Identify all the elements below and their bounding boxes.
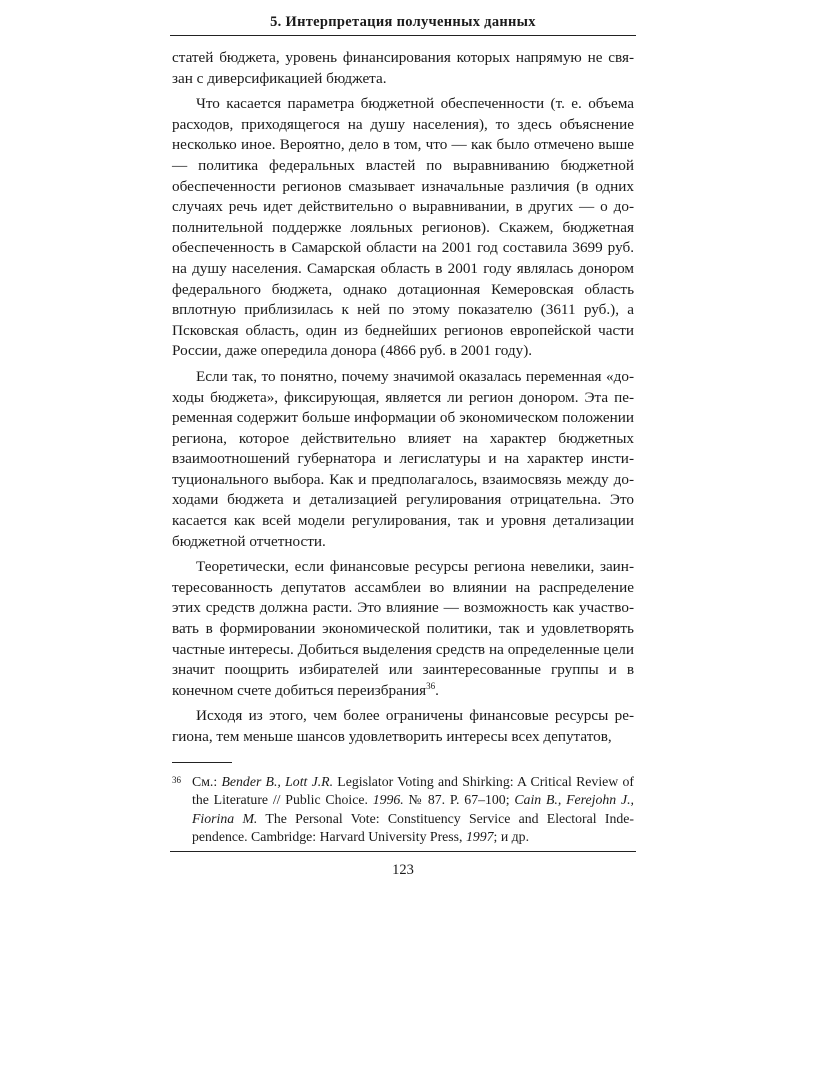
footnote-divider <box>172 762 232 763</box>
footnote-number: 36 <box>172 774 181 785</box>
paragraph-theory-text: Теоретически, если финансовые ресурсы региона невелики, заинтересованность депутатов ассамблеи во влиянии на распределение этих средств должна расти. Это влияние — возможность как участвовать в формировании экономической политики, так и удовлетворять частные интересы. Добиться выделения средств на определенные цели значит поощрить избирателей или заинтересованные группы и в конечном счете добиться переизбрания <box>172 558 634 699</box>
footnote-author-1: Bender B., Lott J.R. <box>221 773 334 789</box>
paragraph-theory: Теоретически, если финансовые ресурсы региона невелики, заинтересованность депутатов ассамблеи во влиянии на распределение этих средств должна расти. Это влияние — возможность как участвовать в формировании экономической политики, так и удовлетворять частные интересы. Добиться выделения средств на определенные цели значит поощрить избирателей или заинтересованные группы и в конечном счете добиться переизбрания$^{36}$. <box>172 558 634 699</box>
footnote-author-2: Cain B., Ferejohn J., Fiorina M. <box>192 792 634 826</box>
footnote-title-1: Legislator Voting and Shirking: A Critical Review of the Literature // Public Choice. <box>192 773 634 808</box>
bottom-divider <box>170 851 636 852</box>
page-number: 123 <box>392 861 414 878</box>
running-title: 5. Интерпретация полученных данных <box>170 14 636 36</box>
footnote-year-1: 1996. <box>372 792 404 808</box>
footnote-prefix: См.: <box>192 773 222 789</box>
paragraph-continued: статей бюджета, уровень финансирования которых напрямую не связан с диверсификацией бюджета. <box>172 49 634 87</box>
footnote-suffix: ; и др. <box>493 829 530 845</box>
footnote <box>172 773 634 847</box>
body-text <box>172 48 634 748</box>
book-page <box>172 14 634 879</box>
footnote-title-2: The Personal Vote: Constituency Service and Electoral Independence. Cambridge: Harvard University Press, <box>192 810 634 845</box>
paragraph-budget-revenues: Если так, то понятно, почему значимой оказалась переменная «доходы бюджета», фиксирующая, является ли регион донором. Эта переменная содержит больше информации об экономическом положении региона, которое действительно влияет на характер бюджетных взаимоотношений губернатора и легислатуры и на характер институционального выбора. Как и предполагалось, взаимосвязь между доходами бюджета и детализацией регулирования отрицательна. Это касается как всей модели регулирования, так и уровня детализации бюджетной отчетности. <box>172 367 634 550</box>
paragraph-budget-provision: Что касается параметра бюджетной обеспеченности (т. е. объема расходов, приходящегося на душу населения), то здесь объяснение несколько иное. Вероятно, дело в том, что — как было отмечено выше — политика федеральных властей по выравниванию бюджетной обеспеченности регионов смазывает изначальные различия (в одних случаях речь идет действительно о выравнивании, в других — о дополнительной поддержке лояльных регионов). Скажем, бюджетная обеспеченность в Самарской области на 2001 год составила 3699 руб. на душу населения. Самарская область в 2001 году являлась донором федерального бюджета, однако дотационная Кемеровская область вплотную приблизилась к ней по этому показателю (3611 руб.), а Псковская область, один из беднейших регионов европейской части России, даже опередила донора (4866 руб. в 2001 году). <box>172 95 634 360</box>
footnote-details-1: № 87. P. 67–100; <box>403 792 515 808</box>
footnote-reference: 36 <box>426 680 436 691</box>
paragraph-conclusion: Исходя из этого, чем более ограничены финансовые ресурсы региона, тем меньше шансов удовлетворить интересы всех депутатов, <box>172 707 634 745</box>
footnote-year-2: 1997 <box>465 829 494 845</box>
